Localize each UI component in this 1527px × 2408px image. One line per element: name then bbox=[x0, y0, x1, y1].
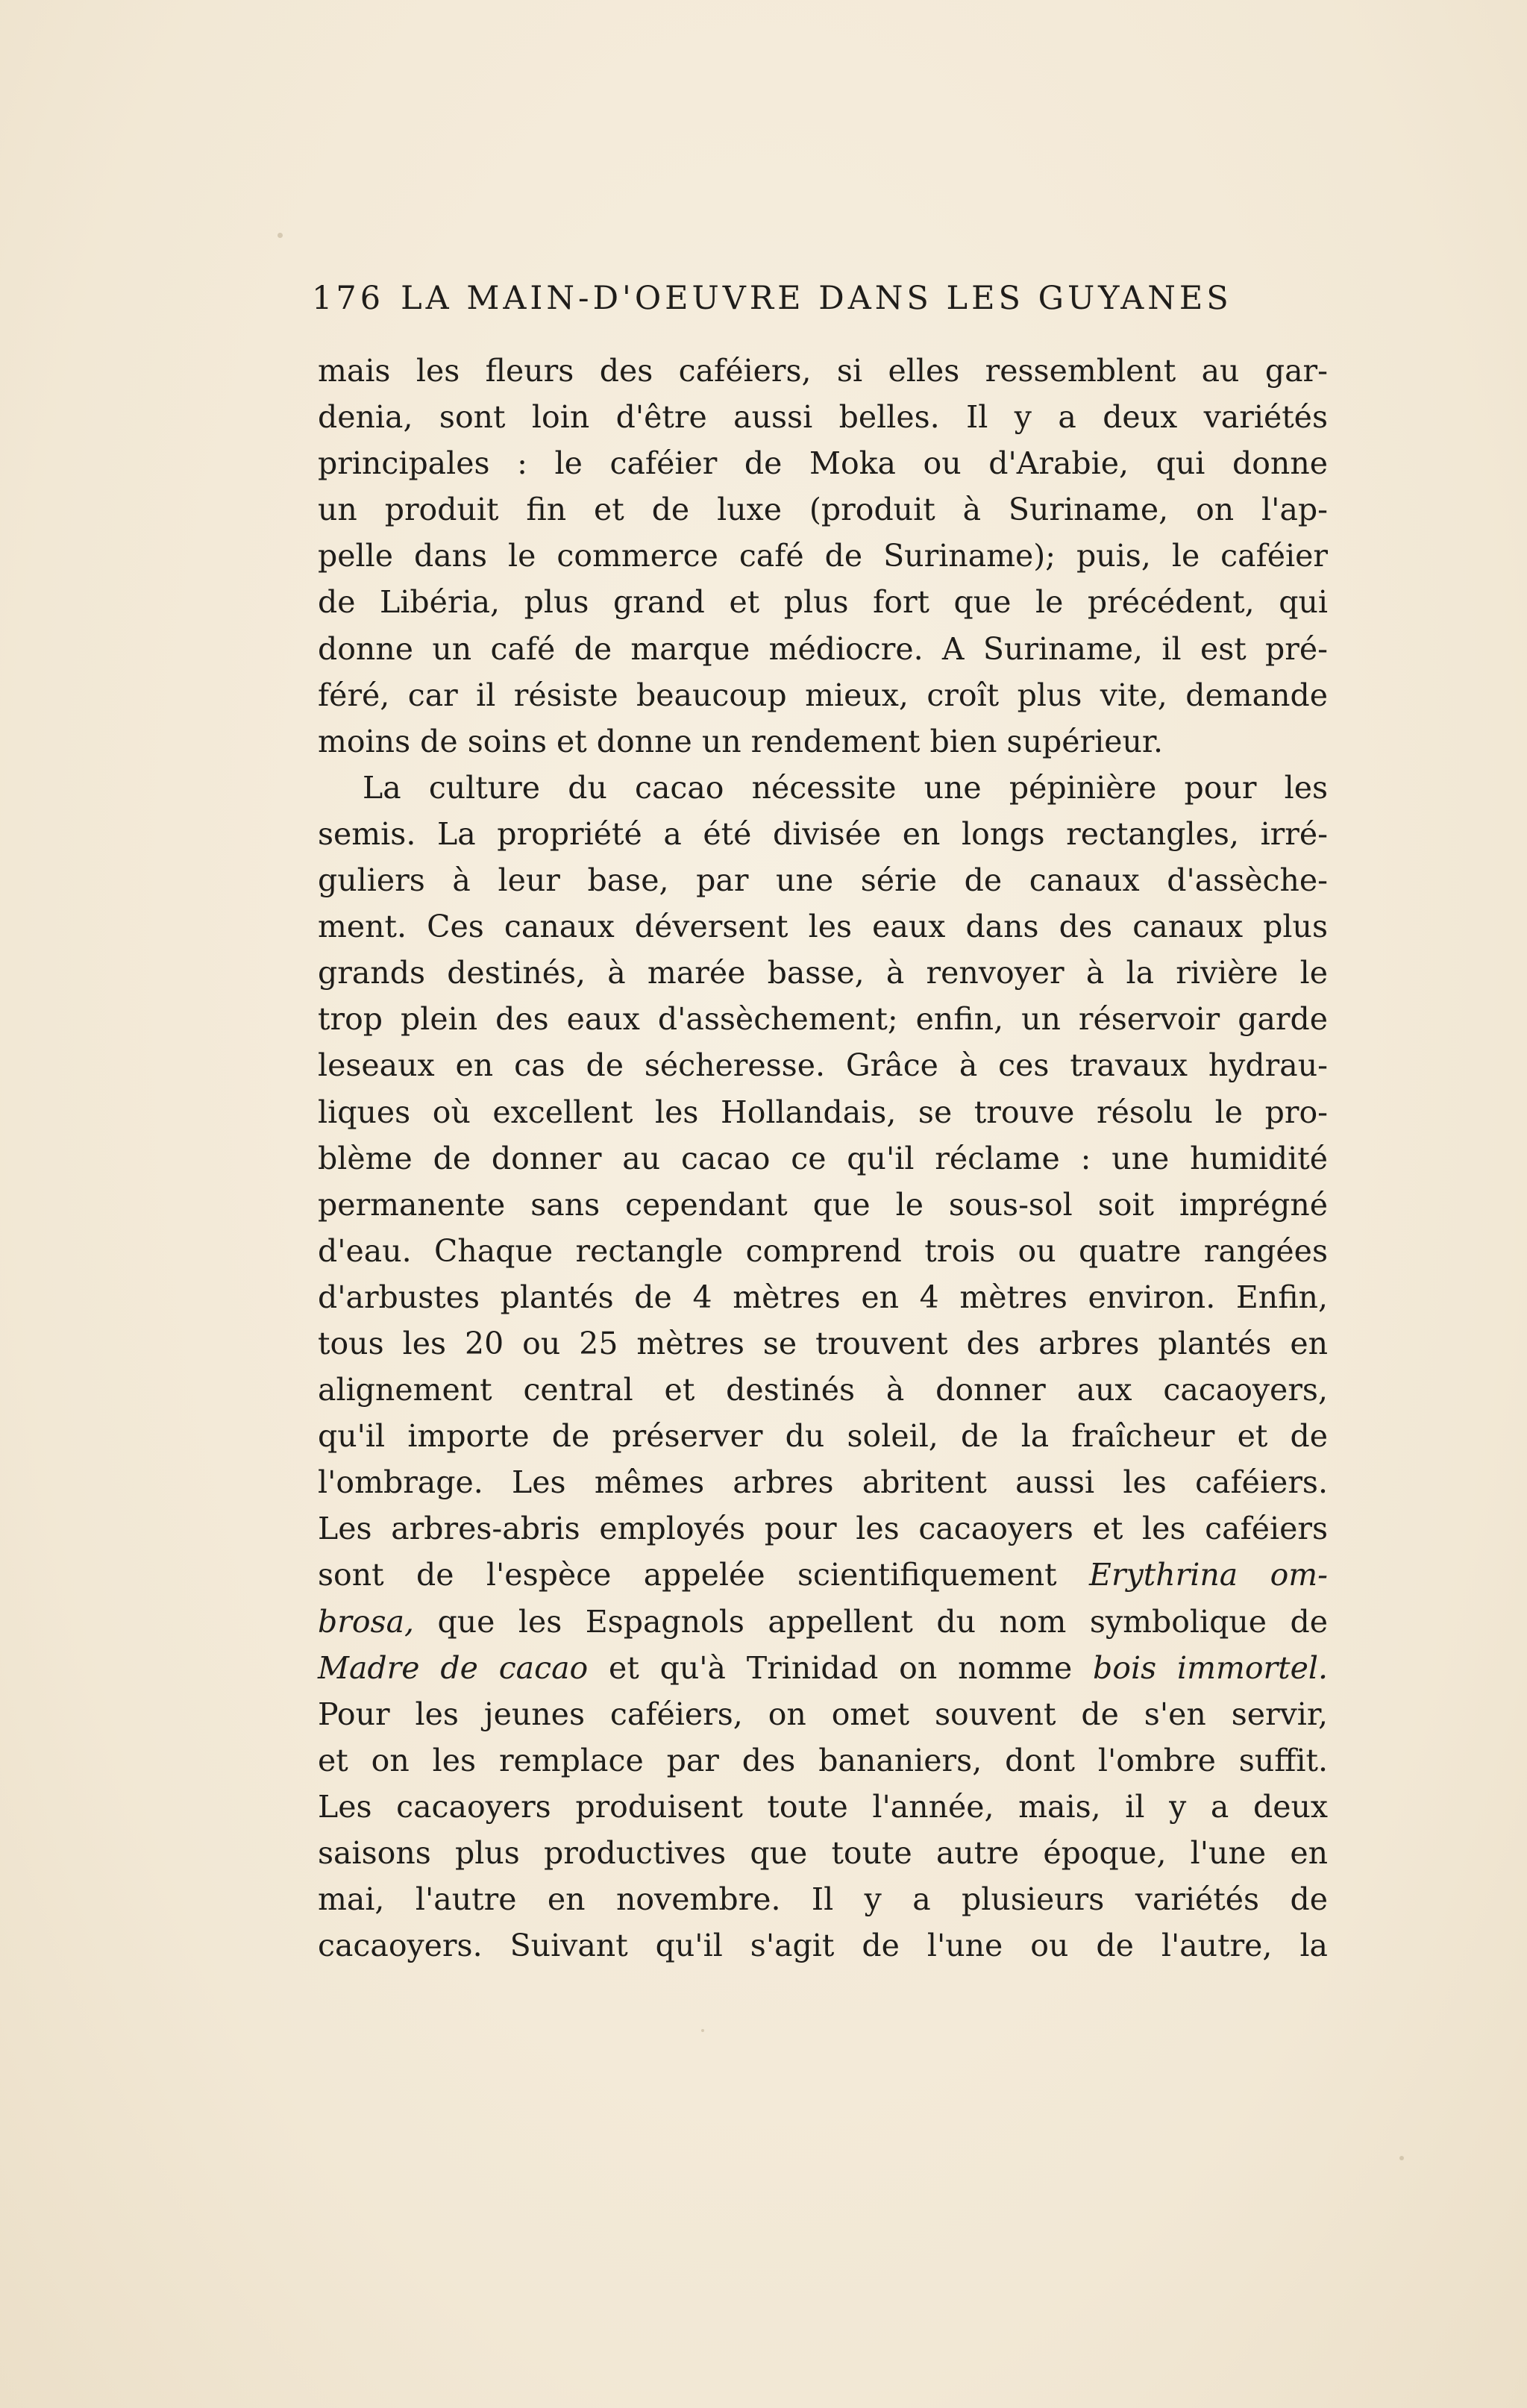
page-number: 176 bbox=[312, 280, 385, 317]
text-line bbox=[318, 626, 1328, 672]
text-line bbox=[318, 1922, 1328, 1969]
text-line bbox=[318, 579, 1328, 625]
text-line bbox=[318, 811, 1328, 857]
text-line bbox=[318, 1737, 1328, 1784]
text-segment: leseaux en cas de sécheresse. Grâce à ces travaux hydrau- bbox=[318, 1047, 1328, 1084]
text-line bbox=[318, 1320, 1328, 1367]
text-line bbox=[318, 1042, 1328, 1088]
running-header bbox=[312, 276, 1326, 321]
text-segment: cacaoyers. Suivant qu'il s'agit de l'une ou de l'autre, la bbox=[318, 1928, 1328, 1964]
text-segment: et qu'à Trinidad on nomme bbox=[588, 1649, 1094, 1686]
text-line bbox=[318, 486, 1328, 533]
text-segment: Pour les jeunes caféiers, on omet souvent de s'en servir, bbox=[318, 1696, 1328, 1732]
italic-text: Erythrina om- bbox=[1089, 1557, 1328, 1593]
text-line bbox=[318, 1876, 1328, 1922]
text-segment: liques où excellent les Hollandais, se trouve résolu le pro- bbox=[318, 1094, 1328, 1130]
text-segment: La culture du cacao nécessite une pépinière pour les bbox=[363, 769, 1328, 806]
text-line bbox=[318, 1830, 1328, 1876]
paper-speck bbox=[278, 233, 283, 238]
italic-text: brosa, bbox=[318, 1603, 415, 1640]
text-segment: mais les fleurs des caféiers, si elles ressemblent au gar- bbox=[318, 353, 1328, 389]
text-line bbox=[318, 1691, 1328, 1737]
text-line bbox=[318, 1784, 1328, 1830]
text-line bbox=[318, 1367, 1328, 1413]
text-segment: guliers à leur base, par une série de canaux d'assèche- bbox=[318, 862, 1328, 899]
text-segment: l'ombrage. Les mêmes arbres abritent aussi les caféiers. bbox=[318, 1464, 1328, 1501]
text-line bbox=[318, 440, 1328, 486]
text-segment: trop plein des eaux d'assèchement; enfin, un réservoir garde bbox=[318, 1001, 1328, 1038]
text-line bbox=[318, 950, 1328, 996]
text-line bbox=[318, 1459, 1328, 1505]
body-text bbox=[318, 348, 1328, 1969]
italic-text: Madre de cacao bbox=[318, 1649, 589, 1686]
text-segment: mai, l'autre en novembre. Il y a plusieurs variétés de bbox=[318, 1881, 1328, 1918]
text-line bbox=[318, 1228, 1328, 1274]
text-segment: que les Espagnols appellent du nom symbolique de bbox=[414, 1603, 1328, 1640]
text-segment: qu'il importe de préserver du soleil, de la fraîcheur et de bbox=[318, 1418, 1328, 1455]
text-segment: Les cacaoyers produisent toute l'année, mais, il y a deux bbox=[318, 1788, 1328, 1825]
text-line bbox=[318, 1645, 1328, 1691]
text-line bbox=[318, 1552, 1328, 1598]
running-title: LA MAIN-D'OEUVRE DANS LES GUYANES bbox=[401, 280, 1232, 317]
text-segment: semis. La propriété a été divisée en longs rectangles, irré- bbox=[318, 815, 1328, 852]
text-line bbox=[318, 1505, 1328, 1552]
text-segment: saisons plus productives que toute autre époque, l'une en bbox=[318, 1835, 1328, 1871]
text-segment: un produit fin et de luxe (produit à Suriname, on l'ap- bbox=[318, 492, 1328, 528]
italic-text: bois immortel. bbox=[1093, 1649, 1329, 1686]
text-line bbox=[318, 348, 1328, 394]
text-segment: permanente sans cependant que le sous-sol soit imprégné bbox=[318, 1186, 1328, 1223]
text-line bbox=[318, 1182, 1328, 1228]
text-line bbox=[318, 533, 1328, 579]
text-segment: féré, car il résiste beaucoup mieux, croît plus vite, demande bbox=[318, 677, 1328, 713]
text-segment: d'arbustes plantés de 4 mètres en 4 mètres environ. Enfin, bbox=[318, 1279, 1328, 1315]
text-line bbox=[318, 1089, 1328, 1135]
text-segment: sont de l'espèce appelée scientifiquement bbox=[318, 1557, 1090, 1593]
text-segment: d'eau. Chaque rectangle comprend trois ou quatre rangées bbox=[318, 1232, 1328, 1269]
text-line bbox=[318, 1274, 1328, 1320]
text-segment: alignement central et destinés à donner aux cacaoyers, bbox=[318, 1372, 1328, 1408]
text-segment: Les arbres-abris employés pour les cacaoyers et les caféiers bbox=[318, 1511, 1328, 1547]
text-segment: tous les 20 ou 25 mètres se trouvent des arbres plantés en bbox=[318, 1325, 1328, 1361]
text-segment: donne un café de marque médiocre. A Suriname, il est pré- bbox=[318, 630, 1328, 667]
text-segment: de Libéria, plus grand et plus fort que le précédent, qui bbox=[318, 584, 1328, 621]
text-line bbox=[318, 394, 1328, 440]
text-line bbox=[318, 718, 1328, 765]
text-segment: denia, sont loin d'être aussi belles. Il y a deux variétés bbox=[318, 399, 1328, 436]
text-segment: ment. Ces canaux déversent les eaux dans des canaux plus bbox=[318, 909, 1328, 945]
text-line bbox=[318, 857, 1328, 903]
text-line bbox=[318, 1413, 1328, 1459]
text-line bbox=[318, 765, 1328, 811]
text-line bbox=[318, 672, 1328, 718]
text-line bbox=[318, 996, 1328, 1042]
text-line bbox=[318, 1599, 1328, 1645]
text-segment: et on les remplace par des bananiers, dont l'ombre suffit. bbox=[318, 1742, 1328, 1778]
text-segment: principales : le caféier de Moka ou d'Arabie, qui donne bbox=[318, 445, 1328, 482]
text-segment: grands destinés, à marée basse, à renvoyer à la rivière le bbox=[318, 955, 1328, 991]
paper-speck bbox=[1399, 2156, 1404, 2160]
paper-speck bbox=[701, 2029, 704, 2032]
text-segment: pelle dans le commerce café de Suriname); puis, le caféier bbox=[318, 538, 1328, 574]
text-segment: moins de soins et donne un rendement bien supérieur. bbox=[318, 723, 1164, 759]
text-segment: blème de donner au cacao ce qu'il réclame : une humidité bbox=[318, 1140, 1328, 1176]
text-line bbox=[318, 1135, 1328, 1182]
text-line bbox=[318, 903, 1328, 950]
